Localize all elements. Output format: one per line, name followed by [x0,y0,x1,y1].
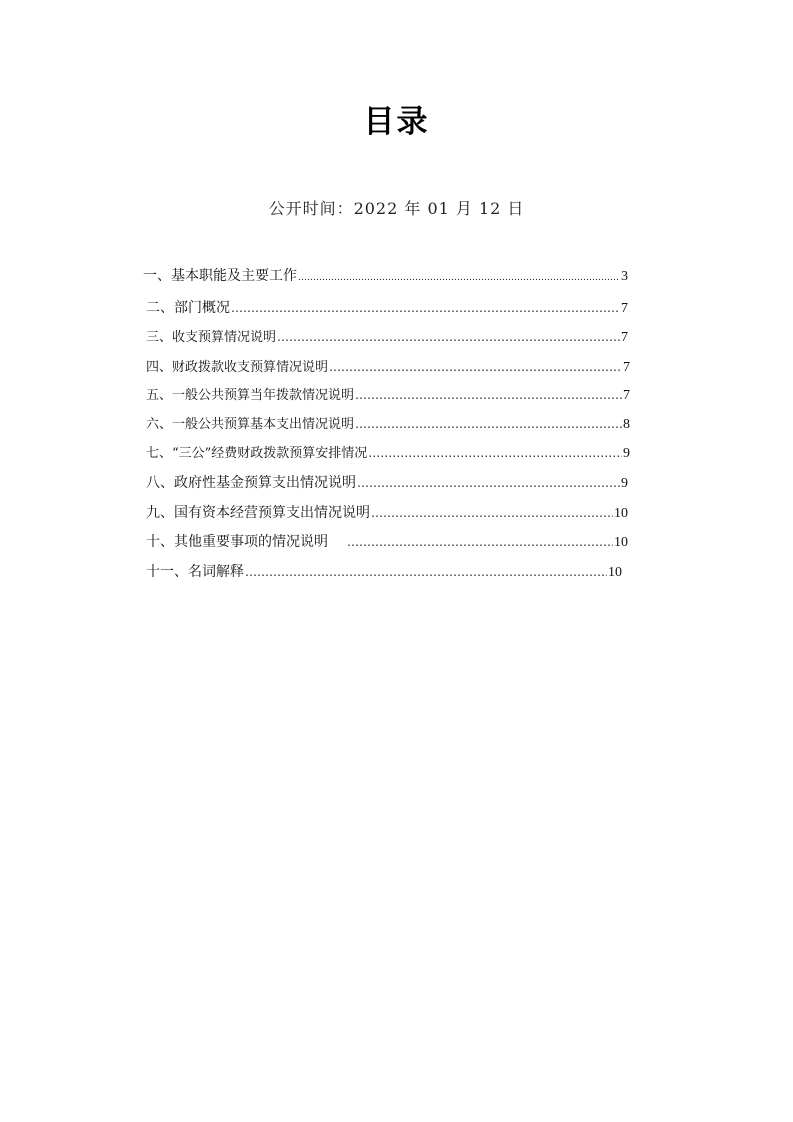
toc-entry-label: 六、一般公共预算基本支出情况说明 [146,417,355,432]
toc-page-number: 9 [623,446,630,461]
toc-leader-dots [245,562,607,582]
toc-entry-label: 十、其他重要事项的情况说明 [146,534,328,550]
toc-entry-6[interactable] [146,414,630,434]
toc-leader-dots [371,503,613,523]
toc-entry-11[interactable] [146,562,622,582]
toc-entry-label: 七、“三公”经费财政拨款预算安排情况 [146,446,368,461]
toc-entry-label: 四、财政拨款收支预算情况说明 [146,360,329,375]
toc-leader-dots [329,357,622,377]
toc-entry-label: 九、国有资本经营预算支出情况说明 [146,505,370,521]
toc-entry-9[interactable] [146,503,628,523]
toc-leader-dots [347,532,613,552]
toc-page-number: 10 [608,565,622,580]
toc-entry-10[interactable] [146,532,628,552]
toc-entry-5[interactable] [146,385,630,405]
toc-page-number: 10 [614,535,628,550]
toc-leader-dots [298,268,620,288]
toc-entry-label: 一、基本职能及主要工作 [143,268,297,284]
toc-page-number: 7 [621,301,628,316]
toc-entry-3[interactable] [146,327,628,347]
toc-page-number: 7 [623,388,630,403]
toc-leader-dots [231,298,620,318]
toc-entry-8[interactable] [146,473,628,493]
page-title: 目录 [363,104,430,140]
toc-page-number: 7 [621,330,628,345]
toc-entry-2[interactable] [146,298,628,318]
toc-entry-label: 三、收支预算情况说明 [146,330,277,345]
toc-leader-dots [355,414,622,434]
toc-leader-dots [277,327,620,347]
toc-entry-label: 五、一般公共预算当年拨款情况说明 [146,388,355,403]
toc-entry-label: 十一、名词解释 [146,564,244,580]
toc-page-number: 10 [614,506,628,521]
toc-entry-label: 八、政府性基金预算支出情况说明 [146,475,356,491]
toc-entry-1[interactable] [143,266,628,286]
toc-page-number: 8 [623,417,630,432]
toc-page-number: 7 [623,360,630,375]
toc-entry-4[interactable] [146,357,630,377]
toc-leader-dots [357,473,620,493]
toc-leader-dots [355,385,622,405]
publish-date: 公开时间：2022 年 01 月 12 日 [268,199,525,218]
toc-page-number: 3 [621,269,628,284]
toc-entry-7[interactable] [146,443,630,463]
toc-leader-dots [368,443,622,463]
toc-entry-label: 二、部门概况 [146,300,230,316]
toc-page-number: 9 [621,476,628,491]
